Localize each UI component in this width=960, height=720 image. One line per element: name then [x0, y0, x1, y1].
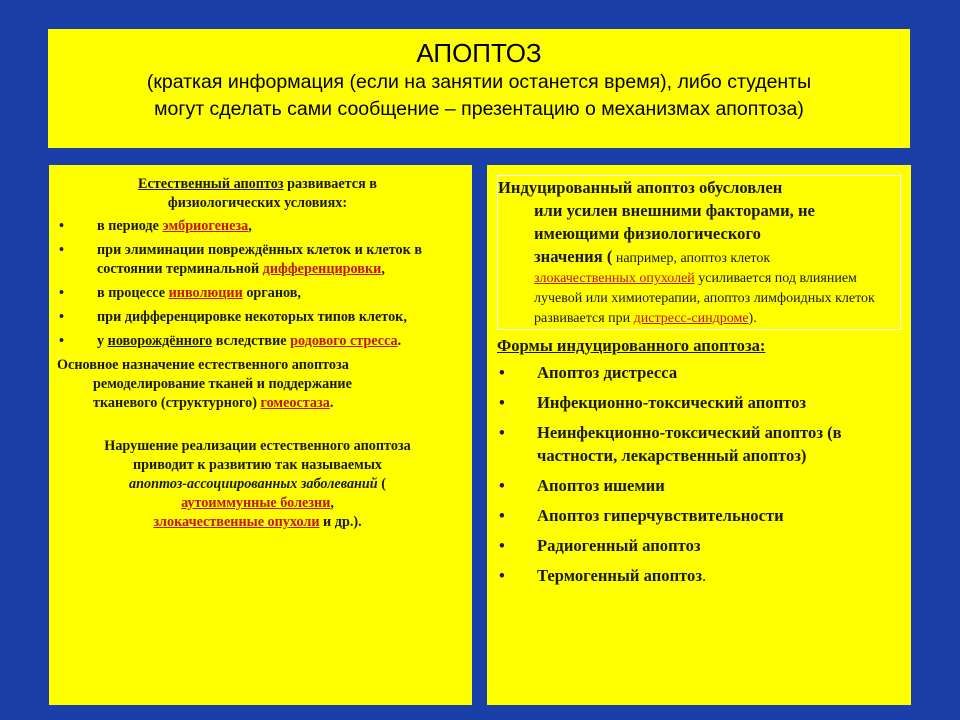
induced-lead-paragraph: Индуцированный апоптоз обусловлен или усилен внешними факторами, не имеющими физиологического значения ( например, апоптоз клеток злокачественных опухолей усиливается под влиянием лучевой или химиотерапии, апоптоз лимфоидных клеток развивается при дистресс-синдроме).: [497, 175, 901, 330]
bullet-icon: •: [499, 476, 505, 495]
list-item: • у новорождённого вследствие родового стресса.: [59, 333, 402, 349]
bullet-icon: •: [499, 363, 505, 382]
list-item: • Апоптоз ишемии: [499, 476, 665, 495]
list-item: • Термогенный апоптоз.: [499, 566, 707, 585]
newborn-link[interactable]: новорождённого: [107, 333, 213, 349]
bullet-icon: •: [59, 309, 64, 325]
bullet-icon: •: [499, 393, 505, 412]
list-item: • Инфекционно-токсический апоптоз: [499, 393, 807, 412]
differentiation-link[interactable]: дифференцировки: [262, 261, 382, 277]
slide-subtitle-line2: могут сделать сами сообщение – презентацию о механизмах апоптоза): [154, 98, 804, 120]
birth-stress-link[interactable]: родового стресса: [290, 333, 398, 349]
list-item: • Апоптоз дистресса: [499, 363, 678, 382]
title-box: [48, 29, 910, 148]
malignant-tumors-cells-link[interactable]: злокачественных опухолей: [534, 271, 695, 286]
list-item: • в периоде эмбриогенеза,: [59, 218, 252, 234]
autoimmune-link[interactable]: аутоиммунные болезни: [181, 495, 331, 511]
list-item: • при дифференцировке некоторых типов клеток,: [59, 309, 407, 325]
bullet-icon: •: [499, 566, 505, 585]
purpose-paragraph: Основное назначение естественного апоптоза ремоделирование тканей и поддержание тканевого (структурного) гомеостаза.: [57, 357, 352, 411]
natural-heading: Естественный апоптоз развивается в физиологических условиях:: [138, 176, 377, 211]
bullet-icon: •: [59, 218, 64, 234]
slide-subtitle-line1: (краткая информация (если на занятии останется время), либо студенты: [146, 71, 812, 93]
induced-apoptosis-panel: [487, 165, 911, 705]
bullet-icon: •: [59, 285, 64, 301]
bullet-icon: •: [59, 333, 64, 349]
involution-link[interactable]: инволюции: [168, 285, 243, 301]
embryogenesis-link[interactable]: эмбриогенеза: [162, 218, 249, 234]
natural-apoptosis-panel: [49, 165, 472, 705]
list-item: • в процессе инволюции органов,: [59, 285, 301, 301]
violation-paragraph: Нарушение реализации естественного апоптоза приводит к развитию так называемых апоптоз-ассоциированных заболеваний ( аутоиммунные болезни, злокачественные опухоли и др.).: [104, 438, 411, 530]
malignant-tumors-link[interactable]: злокачественные опухоли: [153, 514, 320, 530]
list-item: • Апоптоз гиперчувствительности: [499, 506, 784, 525]
list-item: • Неинфекционно-токсический апоптоз (в частности, лекарственный апоптоз): [499, 423, 842, 465]
forms-heading: Формы индуцированного апоптоза:: [497, 336, 766, 355]
natural-apoptosis-link[interactable]: Естественный апоптоз: [138, 176, 284, 192]
slide-title: АПОПТОЗ: [416, 38, 542, 68]
list-item: • при элиминации повреждённых клеток и клеток в состоянии терминальной дифференцировки,: [59, 242, 423, 277]
bullet-icon: •: [499, 536, 505, 555]
distress-syndrome-link[interactable]: дистресс-синдроме: [633, 311, 749, 326]
list-item: • Радиогенный апоптоз: [499, 536, 701, 555]
bullet-icon: •: [59, 242, 64, 258]
homeostasis-link[interactable]: гомеостаза: [260, 395, 330, 411]
bullet-icon: •: [499, 506, 505, 525]
bullet-icon: •: [499, 423, 505, 442]
